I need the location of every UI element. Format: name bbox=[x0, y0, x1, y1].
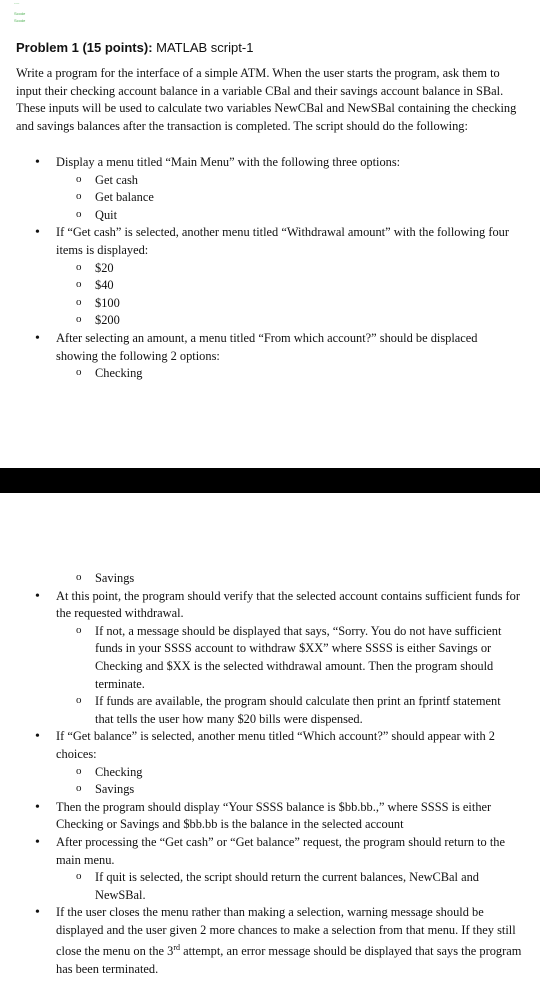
bullet-display-balance: • Then the program should display “Your SSSS balance is $bb.bb.,” where SSSS is either Checking or Savings and $bb.bb is the balance in the selected account bbox=[0, 799, 540, 834]
bullet-menu-closed-text: If the user closes the menu rather than making a selection, warning message should be displayed and the user given 2 more chances to make a selection from that menu. If they still close the menu on the 3 bbox=[56, 905, 516, 959]
problem-title-rest: MATLAB script-1 bbox=[152, 40, 254, 55]
menu-option-get-cash: o Get cash bbox=[0, 172, 540, 190]
bullet-menu-closed-text-end: attempt, an error message should be displayed that says the program has been terminated. bbox=[56, 944, 522, 977]
bullet-get-balance: • If “Get balance” is selected, another menu titled “Which account?” should appear with 2 choices: bbox=[0, 728, 540, 763]
menu-option-quit: o Quit bbox=[0, 207, 540, 225]
account-option-savings: o Savings bbox=[0, 570, 540, 588]
page1-bullet-list bbox=[0, 154, 540, 383]
superscript-rd: rd bbox=[173, 943, 181, 953]
header-tiny-text: Scode bbox=[14, 18, 26, 23]
amount-option: o $200 bbox=[0, 312, 540, 330]
intro-paragraph: Write a program for the interface of a simple ATM. When the user starts the program, ask them to input their checking account balance in a variable CBal and their savings account balance in SBal. These inputs will be used to calculate two variables NewCBal and NewSBal containing the checking and savings balances after the transaction is completed. The script should do the following: bbox=[16, 66, 517, 133]
bullet-main-menu: • Display a menu titled “Main Menu” with the following three options: bbox=[0, 154, 540, 172]
sub-quit-selected: o If quit is selected, the script should return the current balances, NewCBal and NewSBal. bbox=[0, 869, 540, 904]
account-option-checking: o Checking bbox=[0, 365, 540, 383]
problem-title-bold: Problem 1 (15 points): bbox=[16, 40, 153, 55]
header-tiny-text: Scode bbox=[14, 11, 26, 16]
balance-option-checking: o Checking bbox=[0, 764, 540, 782]
amount-option: o $20 bbox=[0, 260, 540, 278]
menu-option-get-balance: o Get balance bbox=[0, 189, 540, 207]
bullet-from-which-account: • After selecting an amount, a menu titled “From which account?” should be displaced showing the following 2 options: bbox=[0, 330, 540, 365]
page-break-bar bbox=[0, 468, 540, 493]
bullet-get-cash: • If “Get cash” is selected, another menu titled “Withdrawal amount” with the following four items is displayed: bbox=[0, 224, 540, 259]
sub-funds-available: o If funds are available, the program should calculate then print an fprintf statement that tells the user how many $20 bills were dispensed. bbox=[0, 693, 540, 728]
bullet-verify-funds: • At this point, the program should verify that the selected account contains sufficient funds for the requested withdrawal. bbox=[0, 588, 540, 623]
problem-title bbox=[16, 40, 253, 55]
balance-option-savings: o Savings bbox=[0, 781, 540, 799]
bullet-return-main-menu: • After processing the “Get cash” or “Get balance” request, the program should return to the main menu. bbox=[0, 834, 540, 869]
bullet-menu-closed bbox=[0, 904, 540, 979]
header-tiny-text: ---- bbox=[14, 0, 20, 5]
page2-bullet-list bbox=[0, 570, 540, 979]
amount-option: o $40 bbox=[0, 277, 540, 295]
amount-option: o $100 bbox=[0, 295, 540, 313]
sub-insufficient-funds: o If not, a message should be displayed that says, “Sorry. You do not have sufficient funds in your SSSS account to withdraw $XX” where SSSS is either Savings or Checking and $XX is the selected withdrawal amount. Then the program should terminate. bbox=[0, 623, 540, 693]
